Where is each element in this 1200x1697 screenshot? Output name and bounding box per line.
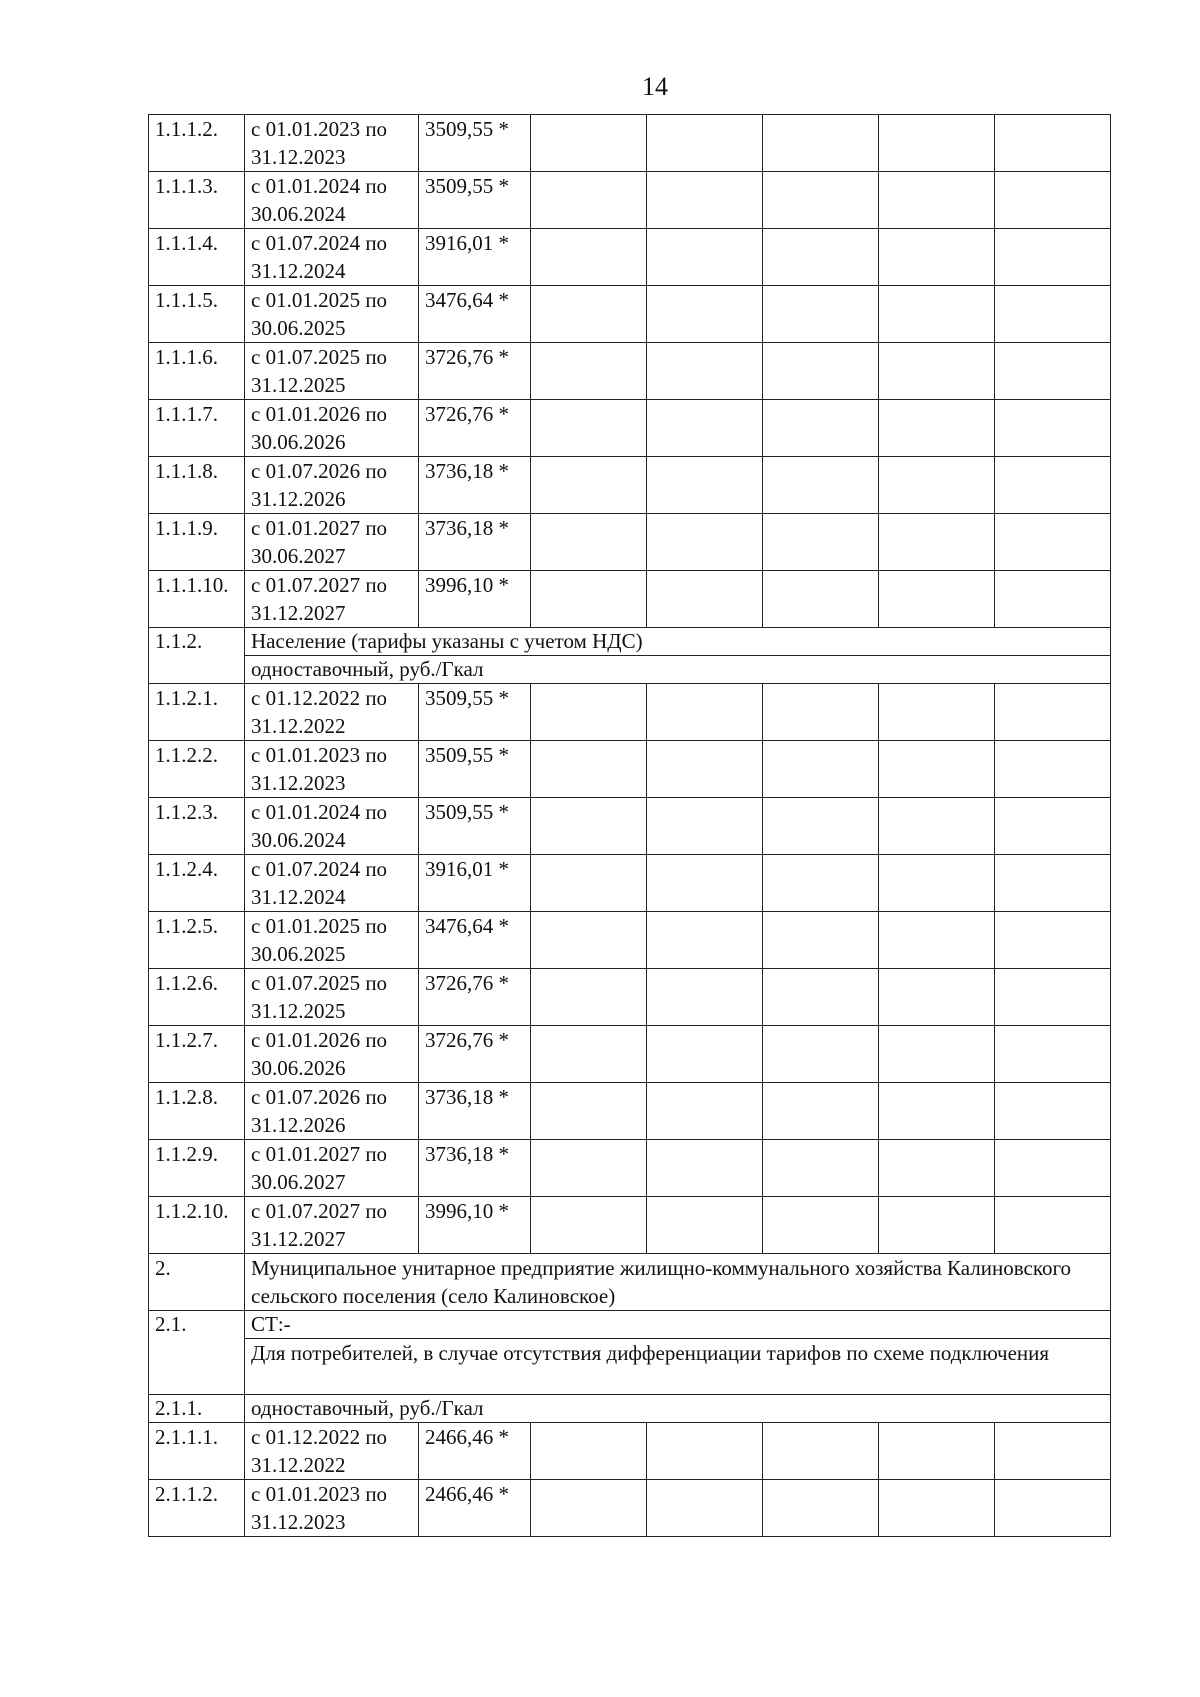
table-row xyxy=(149,1197,1111,1254)
empty-cell xyxy=(995,514,1111,571)
period-cell xyxy=(245,741,419,798)
row-number: 1.1.1.2. xyxy=(149,115,245,172)
period-from: с 01.07.2025 по xyxy=(251,971,388,995)
period-to: 30.06.2027 xyxy=(251,544,346,568)
empty-cell xyxy=(647,1480,763,1537)
section-title: одноставочный, руб./Гкал xyxy=(245,1395,1111,1423)
empty-cell xyxy=(879,798,995,855)
empty-cell xyxy=(531,912,647,969)
row-number: 1.1.2.8. xyxy=(149,1083,245,1140)
period-to: 31.12.2025 xyxy=(251,373,346,397)
empty-cell xyxy=(879,1083,995,1140)
table-row xyxy=(149,514,1111,571)
period-from: с 01.01.2025 по xyxy=(251,288,388,312)
table-row xyxy=(149,286,1111,343)
empty-cell xyxy=(995,400,1111,457)
empty-cell xyxy=(531,457,647,514)
empty-cell xyxy=(531,969,647,1026)
period-to: 31.12.2027 xyxy=(251,601,346,625)
row-number: 1.1.2.5. xyxy=(149,912,245,969)
empty-cell xyxy=(879,172,995,229)
empty-cell xyxy=(995,1140,1111,1197)
empty-cell xyxy=(879,286,995,343)
empty-cell xyxy=(995,741,1111,798)
table-row xyxy=(149,684,1111,741)
empty-cell xyxy=(995,571,1111,628)
empty-cell xyxy=(531,115,647,172)
section-number: 2.1.1. xyxy=(149,1395,245,1423)
empty-cell xyxy=(763,1197,879,1254)
empty-cell xyxy=(531,798,647,855)
table-row xyxy=(149,115,1111,172)
row-number: 1.1.1.8. xyxy=(149,457,245,514)
period-cell xyxy=(245,1026,419,1083)
period-to: 31.12.2024 xyxy=(251,885,346,909)
empty-cell xyxy=(647,400,763,457)
empty-cell xyxy=(763,741,879,798)
empty-cell xyxy=(995,229,1111,286)
period-from: с 01.01.2026 по xyxy=(251,1028,388,1052)
row-number: 1.1.1.5. xyxy=(149,286,245,343)
table-row xyxy=(149,172,1111,229)
table-row xyxy=(149,1140,1111,1197)
row-number: 1.1.1.7. xyxy=(149,400,245,457)
empty-cell xyxy=(879,1423,995,1480)
table-row xyxy=(149,1480,1111,1537)
row-number: 1.1.2.3. xyxy=(149,798,245,855)
empty-cell xyxy=(647,1140,763,1197)
tariff-value: 3736,18 * xyxy=(419,1083,531,1140)
empty-cell xyxy=(879,571,995,628)
row-number: 1.1.1.10. xyxy=(149,571,245,628)
empty-cell xyxy=(531,741,647,798)
table-row xyxy=(149,571,1111,628)
tariff-value: 3726,76 * xyxy=(419,1026,531,1083)
tariff-value: 3736,18 * xyxy=(419,457,531,514)
period-to: 30.06.2026 xyxy=(251,1056,346,1080)
empty-cell xyxy=(531,172,647,229)
period-cell xyxy=(245,912,419,969)
empty-cell xyxy=(531,571,647,628)
empty-cell xyxy=(647,571,763,628)
empty-cell xyxy=(995,684,1111,741)
empty-cell xyxy=(647,115,763,172)
empty-cell xyxy=(531,343,647,400)
empty-cell xyxy=(763,855,879,912)
tariff-value: 3726,76 * xyxy=(419,343,531,400)
table-row xyxy=(149,400,1111,457)
empty-cell xyxy=(531,1026,647,1083)
empty-cell xyxy=(531,855,647,912)
row-number: 1.1.2.1. xyxy=(149,684,245,741)
empty-cell xyxy=(531,1423,647,1480)
empty-cell xyxy=(763,514,879,571)
tariff-value: 3736,18 * xyxy=(419,1140,531,1197)
empty-cell xyxy=(763,229,879,286)
empty-cell xyxy=(995,969,1111,1026)
empty-cell xyxy=(995,1197,1111,1254)
section-title: Население (тарифы указаны с учетом НДС) xyxy=(245,628,1111,656)
row-number: 1.1.1.6. xyxy=(149,343,245,400)
empty-cell xyxy=(647,798,763,855)
empty-cell xyxy=(531,1140,647,1197)
table-row xyxy=(149,912,1111,969)
tariff-value: 3736,18 * xyxy=(419,514,531,571)
table-row xyxy=(149,855,1111,912)
empty-cell xyxy=(879,684,995,741)
period-cell xyxy=(245,343,419,400)
empty-cell xyxy=(763,1026,879,1083)
section-title: Муниципальное унитарное предприятие жилищно-коммунального хозяйства Калиновского сельского поселения (село Калиновское) xyxy=(245,1254,1111,1311)
period-from: с 01.12.2022 по xyxy=(251,1425,388,1449)
tariff-value: 3509,55 * xyxy=(419,115,531,172)
row-number: 1.1.2.9. xyxy=(149,1140,245,1197)
period-to: 31.12.2023 xyxy=(251,771,346,795)
period-cell xyxy=(245,514,419,571)
empty-cell xyxy=(647,1197,763,1254)
row-number: 1.1.1.3. xyxy=(149,172,245,229)
empty-cell xyxy=(647,912,763,969)
tariff-value: 3476,64 * xyxy=(419,286,531,343)
period-from: с 01.07.2025 по xyxy=(251,345,388,369)
period-cell xyxy=(245,1423,419,1480)
tariff-value: 3996,10 * xyxy=(419,1197,531,1254)
period-cell xyxy=(245,969,419,1026)
empty-cell xyxy=(763,343,879,400)
empty-cell xyxy=(763,798,879,855)
empty-cell xyxy=(995,1423,1111,1480)
period-from: с 01.01.2024 по xyxy=(251,800,388,824)
period-from: с 01.07.2027 по xyxy=(251,1199,388,1223)
table-row xyxy=(149,229,1111,286)
period-to: 30.06.2027 xyxy=(251,1170,346,1194)
empty-cell xyxy=(879,229,995,286)
period-from: с 01.12.2022 по xyxy=(251,686,388,710)
empty-cell xyxy=(647,286,763,343)
empty-cell xyxy=(763,969,879,1026)
section-row xyxy=(149,656,1111,684)
tariff-table xyxy=(148,114,1111,1537)
empty-cell xyxy=(763,1423,879,1480)
period-to: 31.12.2022 xyxy=(251,714,346,738)
period-from: с 01.01.2027 по xyxy=(251,1142,388,1166)
tariff-value: 3726,76 * xyxy=(419,400,531,457)
row-number: 1.1.2.7. xyxy=(149,1026,245,1083)
empty-cell xyxy=(531,229,647,286)
tariff-value: 3726,76 * xyxy=(419,969,531,1026)
period-to: 31.12.2027 xyxy=(251,1227,346,1251)
period-from: с 01.01.2024 по xyxy=(251,174,388,198)
empty-cell xyxy=(995,457,1111,514)
period-cell xyxy=(245,115,419,172)
empty-cell xyxy=(763,1083,879,1140)
empty-cell xyxy=(531,684,647,741)
table-row xyxy=(149,1026,1111,1083)
row-number: 2.1.1.2. xyxy=(149,1480,245,1537)
empty-cell xyxy=(647,514,763,571)
section-row xyxy=(149,1395,1111,1423)
empty-cell xyxy=(879,1197,995,1254)
empty-cell xyxy=(995,855,1111,912)
period-to: 30.06.2026 xyxy=(251,430,346,454)
empty-cell xyxy=(763,457,879,514)
empty-cell xyxy=(879,1026,995,1083)
empty-cell xyxy=(995,798,1111,855)
table-row xyxy=(149,343,1111,400)
period-cell xyxy=(245,286,419,343)
empty-cell xyxy=(995,1083,1111,1140)
tariff-value: 3509,55 * xyxy=(419,172,531,229)
period-to: 31.12.2025 xyxy=(251,999,346,1023)
empty-cell xyxy=(879,514,995,571)
empty-cell xyxy=(647,1026,763,1083)
table-row xyxy=(149,1423,1111,1480)
empty-cell xyxy=(995,286,1111,343)
period-to: 31.12.2023 xyxy=(251,1510,346,1534)
period-cell xyxy=(245,1140,419,1197)
empty-cell xyxy=(879,457,995,514)
section-row xyxy=(149,628,1111,656)
empty-cell xyxy=(647,172,763,229)
empty-cell xyxy=(647,969,763,1026)
period-from: с 01.07.2026 по xyxy=(251,1085,388,1109)
empty-cell xyxy=(647,1423,763,1480)
empty-cell xyxy=(763,684,879,741)
empty-cell xyxy=(879,115,995,172)
empty-cell xyxy=(763,1480,879,1537)
period-from: с 01.01.2023 по xyxy=(251,743,388,767)
section-number: 2. xyxy=(149,1254,245,1311)
period-from: с 01.01.2023 по xyxy=(251,117,388,141)
empty-cell xyxy=(879,912,995,969)
period-to: 31.12.2026 xyxy=(251,1113,346,1137)
section-number: 2.1. xyxy=(149,1311,245,1395)
period-from: с 01.01.2026 по xyxy=(251,402,388,426)
empty-cell xyxy=(995,1026,1111,1083)
tariff-value: 3509,55 * xyxy=(419,798,531,855)
tariff-value: 3476,64 * xyxy=(419,912,531,969)
empty-cell xyxy=(763,400,879,457)
row-number: 1.1.2.10. xyxy=(149,1197,245,1254)
empty-cell xyxy=(531,1197,647,1254)
period-from: с 01.07.2024 по xyxy=(251,231,388,255)
period-to: 31.12.2024 xyxy=(251,259,346,283)
empty-cell xyxy=(647,684,763,741)
period-cell xyxy=(245,684,419,741)
period-cell xyxy=(245,1197,419,1254)
empty-cell xyxy=(995,912,1111,969)
row-number: 1.1.1.9. xyxy=(149,514,245,571)
period-to: 31.12.2022 xyxy=(251,1453,346,1477)
empty-cell xyxy=(647,229,763,286)
period-cell xyxy=(245,457,419,514)
period-from: с 01.01.2025 по xyxy=(251,914,388,938)
empty-cell xyxy=(763,912,879,969)
period-cell xyxy=(245,798,419,855)
period-cell xyxy=(245,1083,419,1140)
period-to: 30.06.2024 xyxy=(251,828,346,852)
row-number: 1.1.2.4. xyxy=(149,855,245,912)
empty-cell xyxy=(879,855,995,912)
empty-cell xyxy=(763,1140,879,1197)
section-row xyxy=(149,1339,1111,1395)
tariff-value: 3996,10 * xyxy=(419,571,531,628)
row-number: 2.1.1.1. xyxy=(149,1423,245,1480)
empty-cell xyxy=(995,172,1111,229)
period-cell xyxy=(245,400,419,457)
period-from: с 01.07.2024 по xyxy=(251,857,388,881)
period-cell xyxy=(245,855,419,912)
period-to: 30.06.2025 xyxy=(251,942,346,966)
empty-cell xyxy=(531,514,647,571)
section-subtitle: одноставочный, руб./Гкал xyxy=(245,656,1111,684)
empty-cell xyxy=(995,1480,1111,1537)
empty-cell xyxy=(647,741,763,798)
tariff-value: 3509,55 * xyxy=(419,741,531,798)
empty-cell xyxy=(879,400,995,457)
empty-cell xyxy=(879,343,995,400)
section-number: 1.1.2. xyxy=(149,628,245,684)
empty-cell xyxy=(879,741,995,798)
table-row xyxy=(149,741,1111,798)
tariff-value: 3916,01 * xyxy=(419,229,531,286)
period-to: 30.06.2025 xyxy=(251,316,346,340)
period-cell xyxy=(245,172,419,229)
row-number: 1.1.2.2. xyxy=(149,741,245,798)
period-to: 30.06.2024 xyxy=(251,202,346,226)
period-from: с 01.07.2027 по xyxy=(251,573,388,597)
period-cell xyxy=(245,229,419,286)
empty-cell xyxy=(763,286,879,343)
period-cell xyxy=(245,571,419,628)
section-description: Для потребителей, в случае отсутствия дифференциации тарифов по схеме подключения xyxy=(245,1339,1111,1395)
period-cell xyxy=(245,1480,419,1537)
table-row xyxy=(149,969,1111,1026)
period-from: с 01.01.2027 по xyxy=(251,516,388,540)
empty-cell xyxy=(995,343,1111,400)
empty-cell xyxy=(531,286,647,343)
empty-cell xyxy=(879,1140,995,1197)
table-row xyxy=(149,798,1111,855)
empty-cell xyxy=(531,400,647,457)
period-to: 31.12.2023 xyxy=(251,145,346,169)
period-to: 31.12.2026 xyxy=(251,487,346,511)
section-title: СТ:- xyxy=(245,1311,1111,1339)
tariff-value: 2466,46 * xyxy=(419,1480,531,1537)
row-number: 1.1.2.6. xyxy=(149,969,245,1026)
tariff-value: 2466,46 * xyxy=(419,1423,531,1480)
section-row xyxy=(149,1254,1111,1311)
empty-cell xyxy=(763,571,879,628)
empty-cell xyxy=(647,457,763,514)
empty-cell xyxy=(879,969,995,1026)
empty-cell xyxy=(995,115,1111,172)
section-row xyxy=(149,1311,1111,1339)
empty-cell xyxy=(647,1083,763,1140)
tariff-value: 3509,55 * xyxy=(419,684,531,741)
empty-cell xyxy=(879,1480,995,1537)
period-from: с 01.07.2026 по xyxy=(251,459,388,483)
period-from: с 01.01.2023 по xyxy=(251,1482,388,1506)
table-row xyxy=(149,457,1111,514)
empty-cell xyxy=(647,855,763,912)
empty-cell xyxy=(531,1480,647,1537)
empty-cell xyxy=(763,115,879,172)
empty-cell xyxy=(763,172,879,229)
empty-cell xyxy=(647,343,763,400)
row-number: 1.1.1.4. xyxy=(149,229,245,286)
page-number: 14 xyxy=(642,72,668,101)
table-row xyxy=(149,1083,1111,1140)
tariff-value: 3916,01 * xyxy=(419,855,531,912)
empty-cell xyxy=(531,1083,647,1140)
